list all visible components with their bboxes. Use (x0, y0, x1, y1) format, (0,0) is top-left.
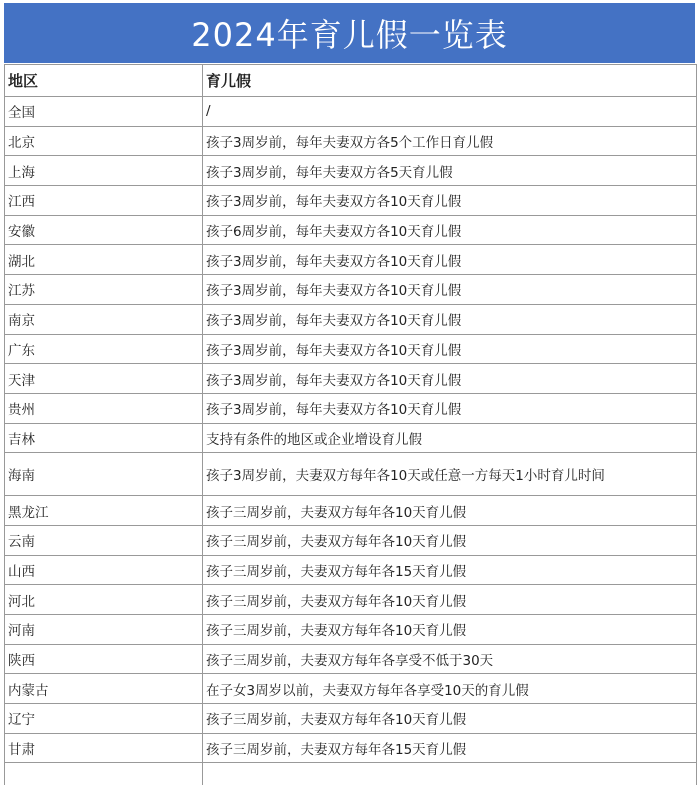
table-row (5, 674, 697, 704)
region-cell: 云南 (5, 525, 203, 555)
column-header-region: 地区 (5, 65, 203, 97)
table-row (5, 364, 697, 394)
region-cell: 山西 (5, 555, 203, 585)
table-row (5, 496, 697, 526)
column-header-parental-leave: 育儿假 (203, 65, 697, 97)
table-row (5, 763, 697, 785)
region-cell: 安徽 (5, 215, 203, 245)
table-row (5, 704, 697, 734)
table-row (5, 275, 697, 305)
leave-policy-cell: 孩子三周岁前，夫妻双方每年各享受不低于30天 (203, 644, 697, 674)
leave-policy-cell: 孩子6周岁前，每年夫妻双方各10天育儿假 (203, 215, 697, 245)
region-cell: 江西 (5, 186, 203, 216)
region-cell: 湖北 (5, 245, 203, 275)
region-cell: 辽宁 (5, 704, 203, 734)
page-title: 2024年育儿假一览表 (4, 3, 695, 63)
table-row (5, 393, 697, 423)
region-cell: 全国 (5, 97, 203, 127)
region-cell: 黑龙江 (5, 496, 203, 526)
region-cell: 陕西 (5, 644, 203, 674)
region-cell: 海南 (5, 453, 203, 496)
region-cell: 内蒙古 (5, 674, 203, 704)
region-cell: 北京 (5, 126, 203, 156)
table-row (5, 156, 697, 186)
region-cell (5, 763, 203, 785)
table-row (5, 615, 697, 645)
table-row (5, 97, 697, 127)
leave-policy-cell (203, 763, 697, 785)
region-cell: 上海 (5, 156, 203, 186)
table-row (5, 644, 697, 674)
leave-policy-cell: 支持有条件的地区或企业增设育儿假 (203, 423, 697, 453)
leave-policy-cell: 孩子3周岁前，夫妻双方每年各10天或任意一方每天1小时育儿时间 (203, 453, 697, 496)
table-row (5, 525, 697, 555)
table-row (5, 334, 697, 364)
table-row (5, 304, 697, 334)
region-cell: 吉林 (5, 423, 203, 453)
table-row (5, 126, 697, 156)
leave-policy-cell: 孩子三周岁前，夫妻双方每年各10天育儿假 (203, 525, 697, 555)
table-header-row (5, 65, 697, 97)
leave-policy-cell: 孩子三周岁前，夫妻双方每年各15天育儿假 (203, 733, 697, 763)
leave-policy-cell: 孩子3周岁前，每年夫妻双方各10天育儿假 (203, 334, 697, 364)
leave-policy-cell: / (203, 97, 697, 127)
leave-policy-cell: 孩子3周岁前，每年夫妻双方各10天育儿假 (203, 364, 697, 394)
leave-policy-cell: 孩子3周岁前，每年夫妻双方各10天育儿假 (203, 245, 697, 275)
leave-policy-cell: 孩子三周岁前，夫妻双方每年各10天育儿假 (203, 585, 697, 615)
table-row (5, 186, 697, 216)
leave-policy-cell: 孩子三周岁前，夫妻双方每年各15天育儿假 (203, 555, 697, 585)
leave-policy-cell: 孩子3周岁前，每年夫妻双方各10天育儿假 (203, 275, 697, 305)
table-row (5, 585, 697, 615)
leave-policy-cell: 孩子3周岁前，每年夫妻双方各5天育儿假 (203, 156, 697, 186)
table-body (5, 97, 697, 785)
table-row (5, 555, 697, 585)
leave-policy-cell: 孩子3周岁前，每年夫妻双方各10天育儿假 (203, 186, 697, 216)
leave-policy-cell: 在子女3周岁以前，夫妻双方每年各享受10天的育儿假 (203, 674, 697, 704)
region-cell: 天津 (5, 364, 203, 394)
table-row (5, 733, 697, 763)
leave-policy-cell: 孩子3周岁前，每年夫妻双方各5个工作日育儿假 (203, 126, 697, 156)
region-cell: 广东 (5, 334, 203, 364)
region-cell: 江苏 (5, 275, 203, 305)
region-cell: 贵州 (5, 393, 203, 423)
table-row (5, 453, 697, 496)
table-row (5, 245, 697, 275)
region-cell: 河北 (5, 585, 203, 615)
leave-policy-cell: 孩子三周岁前，夫妻双方每年各10天育儿假 (203, 615, 697, 645)
leave-policy-cell: 孩子3周岁前，每年夫妻双方各10天育儿假 (203, 304, 697, 334)
table-row (5, 423, 697, 453)
leave-policy-cell: 孩子三周岁前，夫妻双方每年各10天育儿假 (203, 704, 697, 734)
parental-leave-table (4, 64, 697, 785)
table-row (5, 215, 697, 245)
region-cell: 甘肃 (5, 733, 203, 763)
leave-policy-cell: 孩子三周岁前，夫妻双方每年各10天育儿假 (203, 496, 697, 526)
leave-policy-cell: 孩子3周岁前，每年夫妻双方各10天育儿假 (203, 393, 697, 423)
region-cell: 河南 (5, 615, 203, 645)
region-cell: 南京 (5, 304, 203, 334)
